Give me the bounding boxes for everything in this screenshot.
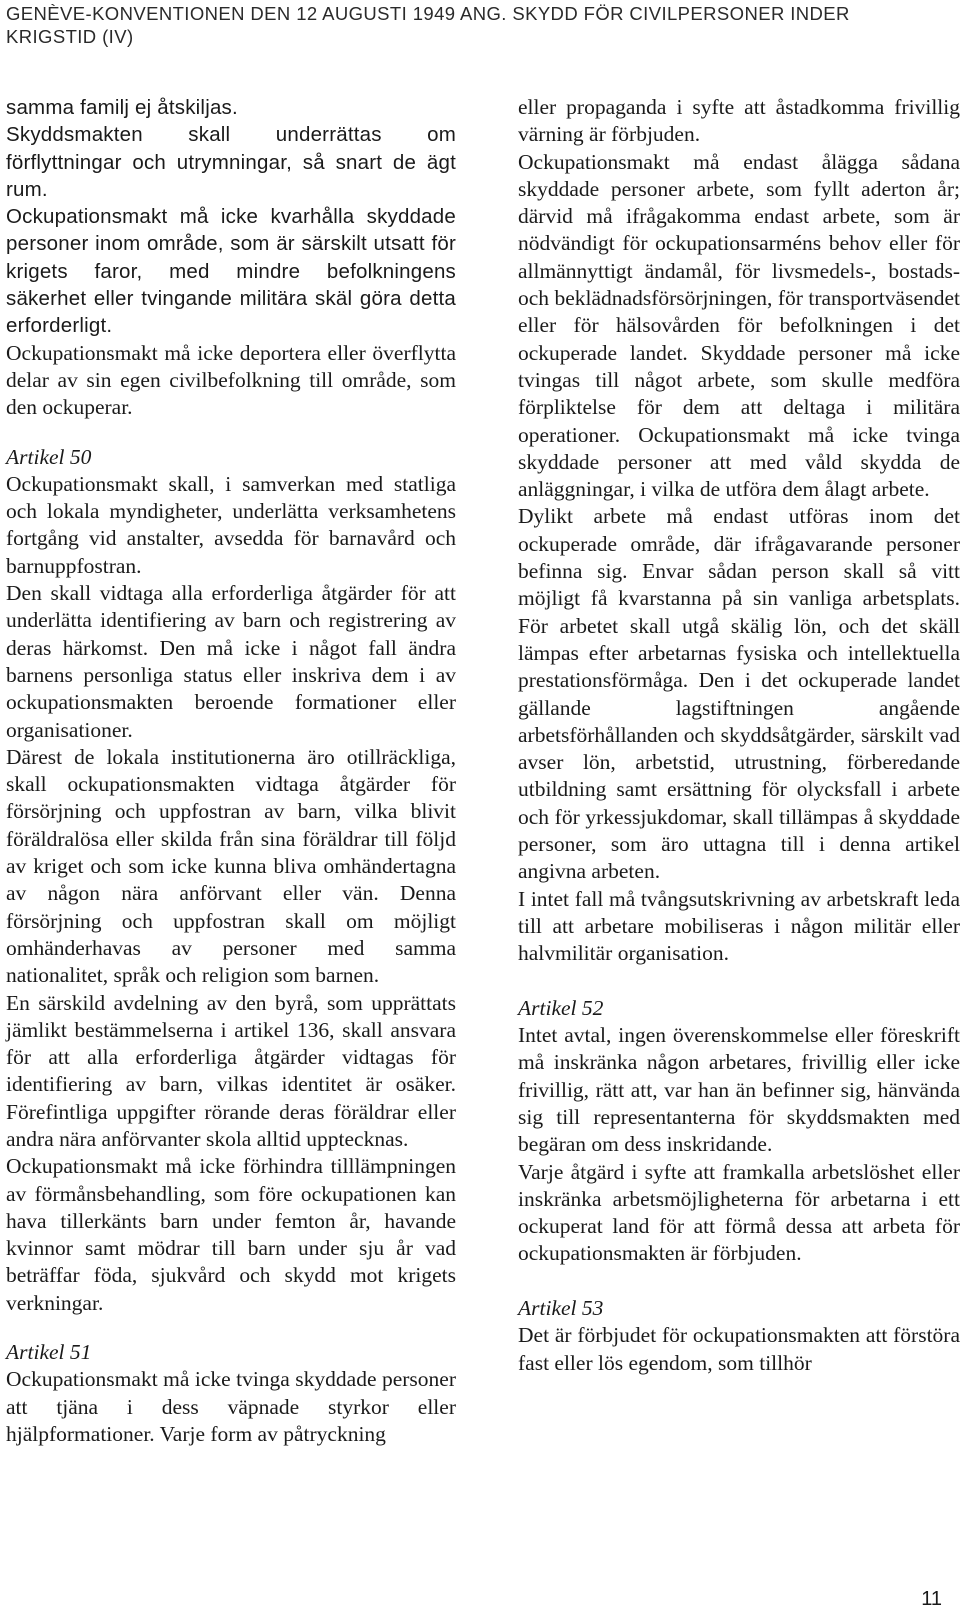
paragraph: samma familj ej åtskiljas. bbox=[6, 96, 238, 119]
paragraph: Ockupationsmakt må icke kvarhålla skyddade personer inom område, som är särskilt utsatt för krigets faror, med mindre befolkningens säkerhet eller tvingande militära skäl göra detta erforderligt. bbox=[6, 205, 456, 338]
article-52-heading: Artikel 52 bbox=[518, 995, 604, 1020]
paragraph: Ockupationsmakt må icke förhindra tilllämpningen av förmånsbehandling, som före ockupationen kan hava tillerkänts barn under femton år, havande kvinnor samt mödrar till barn under sju år vad beträffar föda, sjukvård och skydd mot krigets verkningar. bbox=[6, 1154, 456, 1315]
header-line-1: GENÈVE-KONVENTIONEN DEN 12 AUGUSTI 1949 ANG. SKYDD FÖR CIVILPERSONER INDER bbox=[6, 3, 850, 24]
paragraph: Ockupationsmakt må icke deportera eller överflytta delar av sin egen civilbefolkning till område, som den ockuperar. bbox=[6, 340, 456, 420]
paragraph: Varje åtgärd i syfte att framkalla arbetslöshet eller inskränka arbetsmöjligheterna för arbetarna i ett ockuperat land för att förmå dessa att arbeta för ockupationsmakten är förbjuden. bbox=[518, 1159, 960, 1266]
article-53-heading: Artikel 53 bbox=[518, 1296, 604, 1321]
paragraph: Ockupationsmakt må endast ålägga sådana skyddade personer arbete, som fyllt aderton år; därvid må ifrågakomma endast arbete, som är nödvändigt för ockupationsarméns behov eller för allmännyttigt ändamål, för livsmedels-, bostads- och beklädnadsförsörjningen, för transportväsendet eller för hälsovården för befolkningen i det ockuperade landet. Skyddade personer må icke tvingas till något arbete, som skulle medföra förpliktelse för dem att deltaga i militära operationer. Ockupationsmakt må icke tvinga skyddade personer att med våld skydda de anläggningar, i vilka de utföra dem ålagt arbete. bbox=[518, 149, 960, 502]
running-header bbox=[6, 2, 951, 48]
article-50-heading: Artikel 50 bbox=[6, 444, 92, 469]
paragraph: Ockupationsmakt må icke tvinga skyddade personer att tjäna i dess väpnade styrkor eller hjälpformationer. Varje form av påtryckning bbox=[6, 1367, 456, 1446]
paragraph: Den skall vidtaga alla erforderliga åtgärder för att underlätta identifiering av barn och registrering av deras härkomst. Den må icke i något fall ändra barnens personliga status eller inskriva dem i av ockupationsmakten beroende formationer eller organisationer. bbox=[6, 581, 456, 742]
paragraph: Dylikt arbete må endast utföras inom det ockuperade område, där ifrågavarande personer befinna sig. Envar sådan person skall så vitt möjligt få kvarstanna på sin vanliga arbetsplats. För arbetet skall utgå skälig lön, och det skäll lämpas efter arbetarnas fysiska och intellektuella prestationsförmåga. Den i det ockuperade landet gällande lagstiftningen angående arbetsförhållanden och skyddsåtgärder, särskilt vad avser lön, arbetstid, utrustning, förberedande utbildning samt ersättning för olycksfall i arbete och för yrkessjukdomar, skall tillämpas å skyddade personer, som äro uttagna till i denna artikel angivna arbeten. bbox=[518, 504, 960, 884]
paragraph: I intet fall må tvångsutskrivning av arbetskraft leda till att arbetare mobiliseras i någon militär eller halvmilitär organisation. bbox=[518, 886, 960, 966]
paragraph: Därest de lokala institutionerna äro otillräckliga, skall ockupationsmakten vidtaga åtgärder för försörjning och uppfostran av barn, vilka blivit föräldralösa eller skilda från sina föräldrar till följd av kriget och som icke kunna bliva omhändertagna av någon nära anförvant eller vän. Denna försörjning och uppfostran skall om möjligt omhänderhavas av personer med samma nationalitet, språk och religion som barnen. bbox=[6, 744, 456, 988]
left-column bbox=[6, 94, 456, 1448]
header-line-2: KRIGSTID (IV) bbox=[6, 26, 134, 47]
paragraph: Intet avtal, ingen överenskommelse eller föreskrift må inskränka någon arbetares, frivillig eller icke frivillig, rätt att, var han än befinner sig, hänvända sig till representanterna för skyddsmakten med begäran om dess inskridande. bbox=[518, 1023, 960, 1157]
paragraph: Ockupationsmakt skall, i samverkan med statliga och lokala myndigheter, underlätta verksamhetens fortgång vid anstalter, avsedda för barnavård och barnuppfostran. bbox=[6, 471, 456, 578]
article-51-heading: Artikel 51 bbox=[6, 1340, 92, 1365]
right-column bbox=[518, 94, 960, 1377]
paragraph: Skyddsmakten skall underrättas om förflyttningar och utrymningar, så snart de ägt rum. bbox=[6, 123, 456, 201]
paragraph: En särskild avdelning av den byrå, som upprättats jämlikt bestämmelserna i artikel 136, skall ansvara för att alla erforderliga åtgärder vidtagas för identifiering av barn, vilkas identitet är osäker. Förefintliga uppgifter rörande deras föräldrar eller andra nära anförvanter skola alltid upptecknas. bbox=[6, 990, 456, 1151]
paragraph: eller propaganda i syfte att åstadkomma frivillig värning är förbjuden. bbox=[518, 95, 960, 147]
page-number: 11 bbox=[921, 1588, 942, 1610]
paragraph: Det är förbjudet för ockupationsmakten att förstöra fast eller lös egendom, som tillhör bbox=[518, 1323, 960, 1375]
